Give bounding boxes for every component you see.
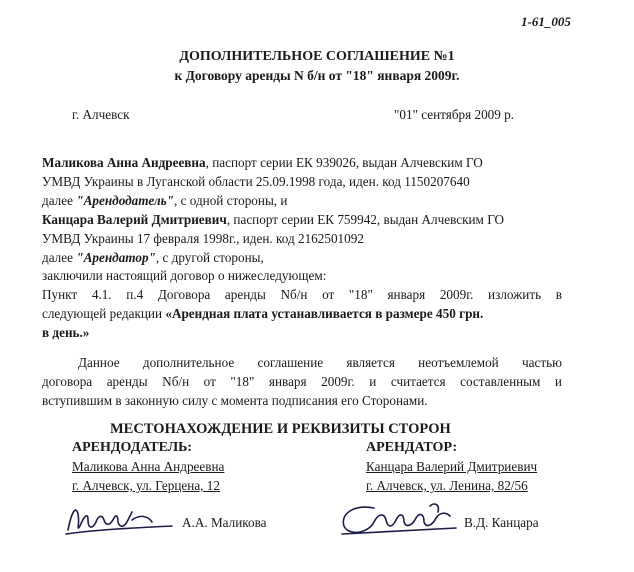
tenant-signature bbox=[334, 498, 464, 542]
role-prefix: далее bbox=[42, 193, 77, 208]
tenant-signature-name: В.Д. Канцара bbox=[464, 515, 539, 530]
document-subtitle: к Договору аренды N б/н от "18" января 2009г. bbox=[174, 68, 460, 83]
tenant-passport-2: УМВД Украины 17 февраля 1998г., иден. код 2162501092 bbox=[42, 231, 364, 246]
clause-line-1: Пункт 4.1. п.4 Договора аренды Nб/н от "18" января 2009г. изложить в bbox=[42, 287, 562, 302]
tenant-passport-1: , паспорт серии ЕК 759942, выдан Алчевским ГО bbox=[226, 212, 505, 227]
document-date: "01" сентября 2009 р. bbox=[394, 107, 515, 122]
landlord-role: "Арендодатель" bbox=[76, 193, 174, 208]
tenant-line-1 bbox=[42, 212, 504, 228]
document-title: ДОПОЛНИТЕЛЬНОЕ СОГЛАШЕНИЕ №1 bbox=[179, 49, 455, 64]
tenant-role-line bbox=[42, 250, 264, 266]
closing-line-2: договора аренды Nб/н от "18" января 2009г. и считается составленным и bbox=[42, 374, 562, 389]
landlord-signature bbox=[62, 500, 182, 542]
document-id: 1-61_005 bbox=[521, 14, 571, 29]
tenant-role: "Арендатор" bbox=[76, 250, 156, 265]
clause-line-3: в день.» bbox=[42, 325, 90, 340]
clause-text: следующей редакции bbox=[42, 306, 166, 321]
landlord-role-line bbox=[42, 193, 287, 209]
section-title: МЕСТОНАХОЖДЕНИЕ И РЕКВИЗИТЫ СТОРОН bbox=[110, 421, 451, 437]
clause-bold-text: «Арендная плата устанавливается в размере 450 грн. bbox=[165, 306, 484, 321]
tenant-heading: АРЕНДАТОР: bbox=[366, 440, 458, 455]
landlord-heading: АРЕНДОДАТЕЛЬ: bbox=[72, 440, 193, 455]
landlord-line-1 bbox=[42, 155, 483, 171]
landlord-address: г. Алчевск, ул. Герцена, 12 bbox=[72, 478, 220, 493]
landlord-passport-2: УМВД Украины в Луганской области 25.09.1998 года, иден. код 1150207640 bbox=[42, 174, 470, 189]
tenant-name: Канцара Валерий Дмитриевич bbox=[42, 212, 227, 227]
landlord-name-requisite: Маликова Анна Андреевна bbox=[72, 459, 225, 474]
landlord-passport-1: , паспорт серии ЕК 939026, выдан Алчевским ГО bbox=[205, 155, 483, 170]
role-suffix: , с одной стороны, и bbox=[173, 193, 288, 208]
closing-line-1: Данное дополнительное соглашение является неотъемлемой частью bbox=[78, 355, 562, 370]
landlord-name: Маликова Анна Андреевна bbox=[42, 155, 206, 170]
closing-line-3: вступившим в законную силу с момента подписания его Сторонами. bbox=[42, 393, 428, 408]
tenant-name-requisite: Канцара Валерий Дмитриевич bbox=[366, 459, 538, 474]
tenant-address: г. Алчевск, ул. Ленина, 82/56 bbox=[366, 478, 528, 493]
role-suffix: , с другой стороны, bbox=[155, 250, 264, 265]
city: г. Алчевск bbox=[72, 107, 130, 122]
role-prefix: далее bbox=[42, 250, 77, 265]
agreement-intro: заключили настоящий договор о нижеследующем: bbox=[42, 268, 327, 283]
clause-line-2 bbox=[42, 306, 483, 322]
landlord-signature-name: А.А. Маликова bbox=[182, 515, 267, 530]
